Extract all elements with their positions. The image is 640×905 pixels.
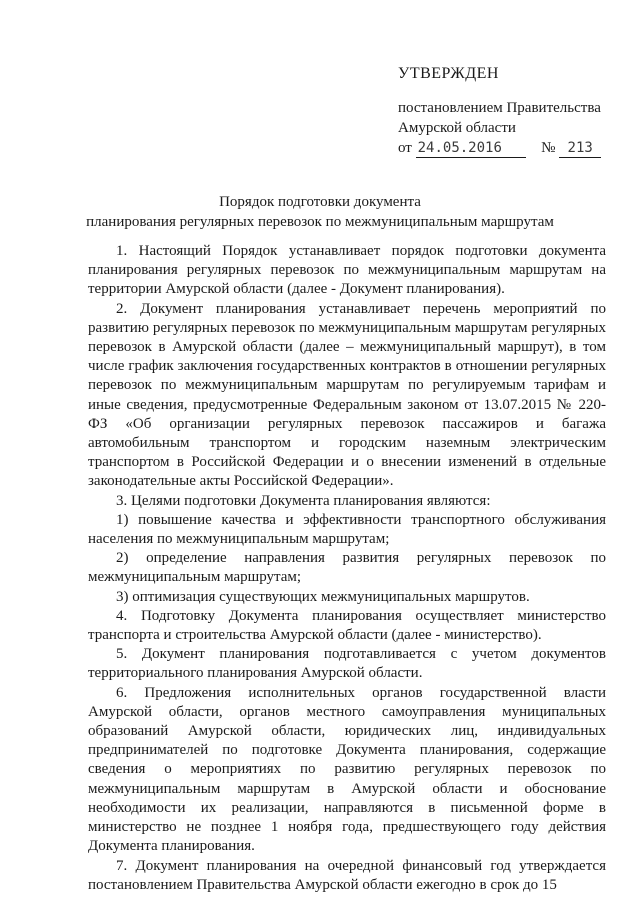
handwritten-number: 213 [559, 140, 601, 158]
approval-line-1: постановлением Правительства [398, 100, 601, 116]
paragraph: 1. Настоящий Порядок устанавливает порядок подготовки документа планирования регулярных перевозок по межмуниципальным маршрутам на территории Амурской области (далее - Документ планирования). [88, 243, 606, 298]
approval-date-number-row [398, 138, 618, 158]
approval-title: УТВЕРЖДЕН [398, 65, 499, 82]
handwritten-date: 24.05.2016 [416, 140, 526, 158]
date-prefix: от [398, 140, 412, 156]
paragraph: 3. Целями подготовки Документа планирования являются: [116, 492, 491, 509]
approval-stamp [398, 64, 618, 158]
document-title [0, 192, 640, 232]
document-title-line-2: планирования регулярных перевозок по межмуниципальным маршрутам [86, 214, 554, 230]
paragraph: 2) определение направления развития регулярных перевозок по межмуниципальным маршрутам; [88, 550, 606, 586]
paragraph: 6. Предложения исполнительных органов государственной власти Амурской области, органов местного самоуправления муниципальных образований Амурской области, юридических лиц, индивидуальных предпринимателей по подготовке Документа планирования, содержащие сведения о мероприятиях по развитию регулярных перевозок по межмуниципальным маршрутам в Амурской области и обоснование необходимости их реализации, направляются в письменной форме в министерство не позднее 1 ноября года, предшествующего году действия Документа планирования. [88, 684, 606, 855]
document-title-line-1: Порядок подготовки документа [219, 194, 421, 210]
number-prefix: № [541, 140, 556, 156]
paragraph: 4. Подготовку Документа планирования осуществляет министерство транспорта и строительства Амурской области (далее - министерство). [88, 607, 606, 644]
paragraph: 7. Документ планирования на очередной финансовый год утверждается постановлением Правительства Амурской области ежегодно в срок до 15 [88, 857, 606, 893]
approval-line-2: Амурской области [398, 120, 516, 136]
document-body [88, 242, 606, 895]
paragraph: 2. Документ планирования устанавливает перечень мероприятий по развитию регулярных перевозок по межмуниципальным маршрутам регулярных перевозок в Амурской области (далее – межмуниципальный маршрут), в том числе график заключения государственных контрактов в отношении регулярных перевозок по межмуниципальным маршрутам по регулируемым тарифам и иные сведения, предусмотренные Федеральным законом от 13.07.2015 № 220-ФЗ «Об организации регулярных перевозок пассажиров и багажа автомобильным транспортом и городским наземным электрическим транспортом в Российской Федерации и о внесении изменений в отдельные законодательные акты Российской Федерации». [88, 300, 606, 490]
paragraph: 5. Документ планирования подготавливается с учетом документов территориального планирования Амурской области. [88, 646, 606, 682]
paragraph: 1) повышение качества и эффективности транспортного обслуживания населения по межмуниципальным маршрутам; [88, 511, 606, 548]
paragraph: 3) оптимизация существующих межмуниципальных маршрутов. [116, 588, 530, 605]
